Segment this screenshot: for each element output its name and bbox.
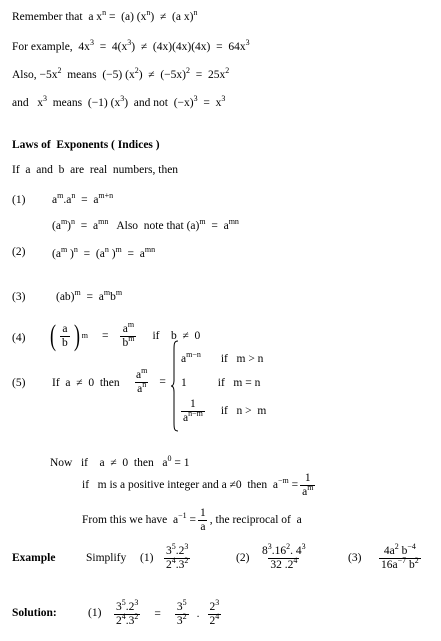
section-heading: Laws of Exponents ( Indices ) (12, 139, 160, 151)
example-1-fraction: $\frac{3^5.2^3}{2^4.3^2}$ (166, 541, 189, 571)
solution-fraction-2: $\frac{3^5}{3^2}$ (176, 597, 187, 627)
now-line-3: From this we have $a^{-1}$ = $\frac{1}{a}$ , the reciprocal of a (82, 506, 302, 533)
fraction-am-over-an: $\frac{a^m}{a^n}$ (136, 365, 148, 395)
solution-fraction-3: $\frac{2^3}{2^4}$ (209, 597, 220, 627)
law-2: ($a^m$ )$^n = (a^n$ )$^m = a^{mn}$ (52, 245, 156, 260)
example-label: Example (12, 552, 56, 564)
fraction-1-over-am: $\frac{1}{a^m}$ (302, 471, 314, 498)
law-number-2: (2) (12, 246, 26, 258)
law-5-case-3: $\frac{1}{a^{n-m}}$ if n > m (183, 397, 267, 424)
solution-number-1: (1) (88, 607, 102, 619)
law-4: ( $\frac{a}{b}$ ) m = $\frac{a^m}{b^m}$ if b ≠ 0 (50, 319, 201, 352)
example-3-fraction: $\frac{4a^2 b^{-4}}{16a^{-7} b^2}$ (381, 541, 419, 571)
now-line-2: if m is a positive integer and a ≠0 then $a^{-m}$ = $\frac{1}{a^m}$ (82, 471, 314, 498)
law-5-case-1: $a^{m-n}$ if m > n (181, 350, 264, 365)
solution-fraction-1: $\frac{3^5.2^3}{2^4.3^2}$ (116, 597, 139, 627)
law-5-lhs: $\frac{a^m}{a^n}$ = (136, 365, 166, 395)
fraction-a-over-b: $\frac{a}{b}$ (62, 322, 68, 349)
example-number-1: (1) (140, 552, 154, 564)
example-number-2: (2) (236, 552, 250, 564)
law-3: $(ab)^m = a^mb^m$ (56, 288, 123, 303)
intro-line-1: Remember that a $x^n = (a) (x^n) \ne (a$ x)$^n$ (12, 8, 198, 23)
intro-line-3: Also, $-5x^2$ means (−5) $(x^2) \ne (-5x)^2 = 25x^2$ (12, 66, 230, 81)
intro-line-2: For example, $4x^3 = 4(x^3) \ne (4x)(4x)(4x) = 64x^3$ (12, 38, 250, 53)
example-2-fraction: $\frac{8^3.16^2. 4^3}{32 .2^4}$ (262, 541, 306, 571)
law-5-case-2: 1 if m = n (181, 377, 261, 389)
law-number-5: (5) (12, 377, 26, 389)
example-number-3: (3) (348, 552, 362, 564)
now-line-1: Now if a ≠ 0 then $a^0 = 1$ (50, 454, 190, 469)
simplify-label: Simplify (86, 552, 127, 564)
solution-1-expression: $\frac{3^5.2^3}{2^4.3^2}$ = $\frac{3^5}{3^2}$ . $\frac{2^3}{2^4}$ (116, 597, 220, 627)
condition-text: If a and b are real numbers, then (12, 164, 179, 176)
law-number-1: (1) (12, 194, 26, 206)
solution-label: Solution: (12, 607, 57, 619)
fraction-1-over-a-nm: $\frac{1}{a^{n-m}}$ (183, 397, 203, 424)
right-paren: ) (73, 319, 80, 352)
law-5-intro: If a ≠ 0 then (52, 377, 120, 389)
law-1b: $(a^m)^n = a^{mn}$ Also note that $(a)^m = a^{mn}$ (52, 217, 239, 232)
law-number-4: (4) (12, 332, 26, 344)
intro-line-4: and $x^3$ means (−1) $(x^3)$ and not $(-x)^3 = x^3$ (12, 94, 226, 109)
fraction-am-over-bm: $\frac{a^m}{b^m}$ (122, 319, 135, 349)
law-number-3: (3) (12, 291, 26, 303)
fraction-1-over-a: $\frac{1}{a}$ (200, 506, 206, 533)
law-1: $a^m.a^n = a^{m+n}$ (52, 191, 114, 206)
left-paren: ( (50, 319, 56, 352)
